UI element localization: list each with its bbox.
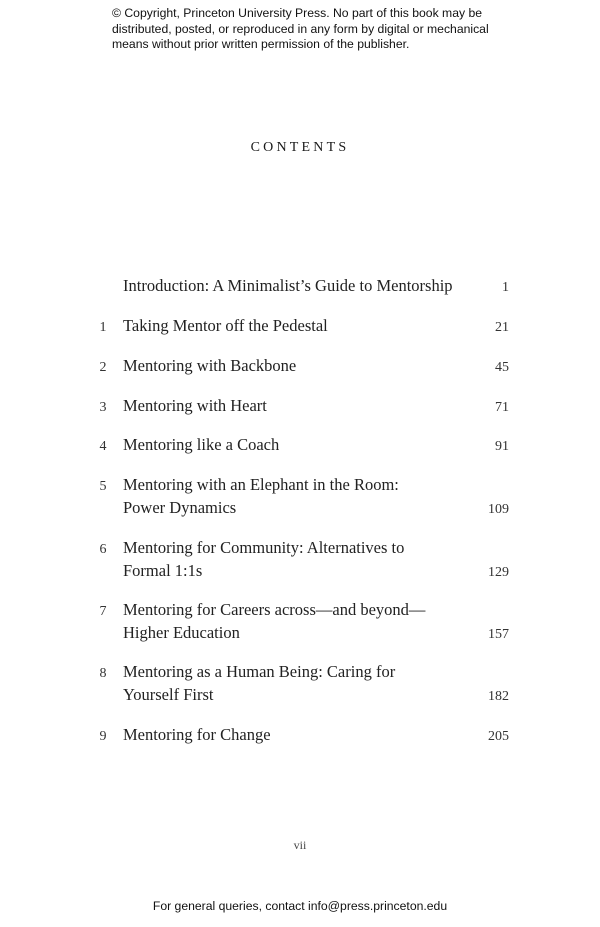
- chapter-title: Mentoring as a Human Being: Caring for Yourself First: [123, 662, 396, 704]
- page-folio: vii: [293, 838, 307, 852]
- chapter-number: 1: [99, 320, 107, 335]
- chapter-number: 9: [99, 729, 107, 744]
- chapter-number: 3: [99, 400, 107, 415]
- page-number: 45: [495, 360, 509, 375]
- chapter-title: Mentoring like a Coach: [123, 435, 280, 454]
- chapter-number: 2: [99, 360, 107, 375]
- chapter-title: Introduction: A Minimalist’s Guide to Mentorship: [123, 276, 453, 295]
- page-number: 91: [495, 439, 509, 454]
- copyright-line: © Copyright, Princeton University Press. No part of this book may be: [112, 6, 483, 20]
- page-number: 71: [495, 400, 509, 415]
- page-number: 205: [488, 729, 509, 744]
- copyright-line: distributed, posted, or reproduced in any form by digital or mechanical: [112, 21, 489, 36]
- chapter-number: 5: [99, 479, 107, 494]
- chapter-number: 6: [99, 542, 107, 557]
- page-number: 182: [488, 689, 509, 704]
- chapter-title: Mentoring for Community: Alternatives to Formal 1:1s: [123, 538, 405, 580]
- chapter-number: 7: [99, 604, 107, 619]
- page-title: CONTENTS: [250, 140, 350, 155]
- chapter-title: Mentoring for Careers across—and beyond— Higher Education: [123, 600, 426, 642]
- chapter-title: Mentoring with an Elephant in the Room: Power Dynamics: [123, 475, 399, 517]
- chapter-title: Mentoring for Change: [123, 725, 271, 744]
- copyright-line: means without prior written permission of the publisher.: [112, 37, 410, 51]
- page-number: 109: [488, 502, 509, 517]
- page-number: 129: [488, 565, 509, 580]
- chapter-title: Taking Mentor off the Pedestal: [123, 316, 328, 335]
- copyright-notice: [112, 6, 512, 53]
- chapter-number: 8: [99, 666, 107, 681]
- page-number: 21: [495, 320, 509, 335]
- chapter-title: Mentoring with Backbone: [123, 356, 297, 375]
- page-number: 157: [488, 627, 509, 642]
- footer-contact: For general queries, contact info@press.princeton.edu: [152, 899, 448, 913]
- chapter-title: Mentoring with Heart: [123, 396, 267, 415]
- chapter-number: 4: [99, 439, 107, 454]
- page-number: 1: [502, 280, 509, 295]
